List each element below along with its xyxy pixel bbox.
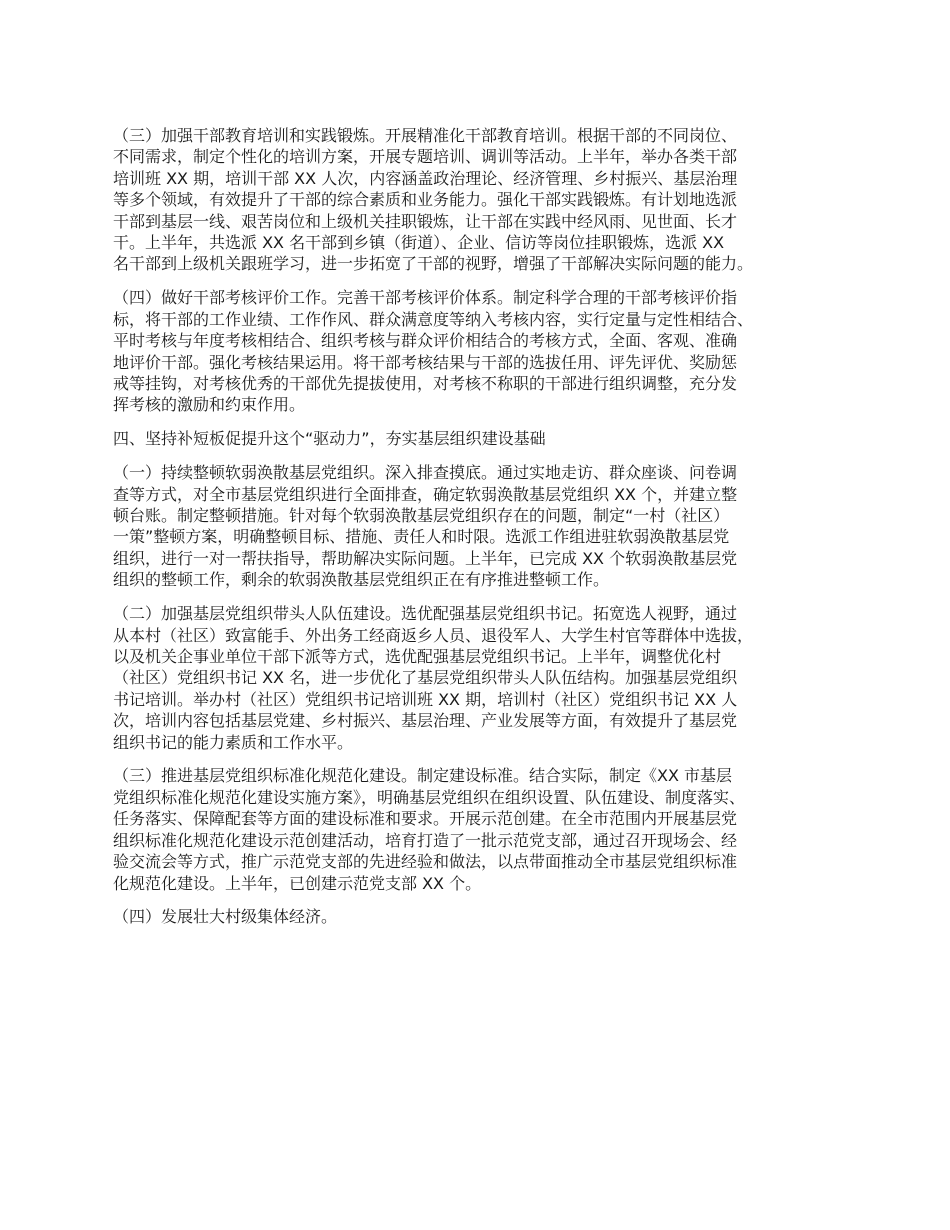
text-line: 戒等挂钩，对考核优秀的干部优先提拔使用，对考核不称职的干部进行组织调整，充分发 [113,373,738,393]
paragraph-leader-team [113,603,855,753]
text-line: （一）持续整顿软弱涣散基层党组织。深入排查摸底。通过实地走访、群众座谈、问卷调 [113,463,738,483]
text-line: 名干部到上级机关跟班学习，进一步拓宽了干部的视野，增强了干部解决实际问题的能力。 [113,254,754,274]
text-line: 干部到基层一线、艰苦岗位和上级机关挂职锻炼，让干部在实践中经风雨、见世面、长才 [113,211,738,231]
text-line: 查等方式，对全市基层党组织进行全面排查，确定软弱涣散基层党组织 XX 个，并建立整 [113,484,738,504]
text-line: 地评价干部。强化考核结果运用。将干部考核结果与干部的选拔任用、评先评优、奖励惩 [113,352,738,372]
text-line: 书记培训。举办村（社区）党组织书记培训班 XX 期，培训村（社区）党组织书记 XX 人 [113,689,738,709]
text-line: （四）做好干部考核评价工作。完善干部考核评价体系。制定科学合理的干部考核评价指 [113,288,738,308]
text-line: 标，将干部的工作业绩、工作作风、群众满意度等纳入考核内容，实行定量与定性相结合、 [113,309,754,329]
text-line: 组织的整顿工作，剩余的软弱涣散基层党组织正在有序推进整顿工作。 [113,570,610,590]
text-line: 党组织标准化规范化建设实施方案》，明确基层党组织在组织设置、队伍建设、制度落实、 [113,787,746,807]
paragraph-rectify-party-orgs [113,462,855,590]
section-heading-four [113,428,855,449]
text-line: 次，培训内容包括基层党建、乡村振兴、基层治理、产业发展等方面，有效提升了基层党 [113,711,738,731]
paragraph-cadre-evaluation [113,287,855,415]
text-line: 验交流会等方式，推广示范党支部的先进经验和做法，以点带面推动全市基层党组织标准 [113,852,738,872]
text-line: 组织书记的能力素质和工作水平。 [113,732,354,752]
text-line: （社区）党组织书记 XX 名，进一步优化了基层党组织带头人队伍结构。加强基层党组织 [113,668,738,688]
text-line: 从本村（社区）致富能手、外出务工经商返乡人员、退役军人、大学生村官等群体中选拔， [113,625,754,645]
text-line: 干。上半年，共选派 XX 名干部到乡镇（街道）、企业、信访等岗位挂职锻炼，选派 XX [113,233,725,253]
text-line: 等多个领域，有效提升了干部的综合素质和业务能力。强化干部实践锻炼。有计划地选派 [113,190,738,210]
paragraph-cadre-training [113,125,855,275]
text-line: （二）加强基层党组织带头人队伍建设。选优配强基层党组织书记。拓宽选人视野，通过 [113,604,738,624]
paragraph-standardization [113,765,855,893]
text-line: （四）发展壮大村级集体经济。 [113,907,338,927]
text-line: （三）推进基层党组织标准化规范化建设。制定建设标准。结合实际，制定《XX 市基层 [113,766,733,786]
text-line: （三）加强干部教育培训和实践锻炼。开展精准化干部教育培训。根据干部的不同岗位、 [113,126,738,145]
text-line: 任务落实、保障配套等方面的建设标准和要求。开展示范创建。在全市范围内开展基层党 [113,809,738,829]
text-line: 以及机关企事业单位干部下派等方式，选优配强基层党组织书记。上半年，调整优化村 [113,646,722,666]
text-line: 培训班 XX 期，培训干部 XX 人次，内容涵盖政治理论、经济管理、乡村振兴、基层治理 [113,168,738,188]
text-line: 挥考核的激励和约束作用。 [113,395,306,415]
text-line: 平时考核与年度考核相结合、组织考核与群众评价相结合的考核方式，全面、客观、准确 [113,331,738,351]
text-line: 化规范化建设。上半年，已创建示范党支部 XX 个。 [113,873,482,893]
text-line: 顿台账。制定整顿措施。针对每个软弱涣散基层党组织存在的问题，制定“一村（社区） [113,506,730,525]
text-line: 一策”整顿方案，明确整顿目标、措施、责任人和时限。选派工作组进驻软弱涣散基层党 [113,527,730,547]
document-body [113,125,855,940]
text-line: 组织，进行一对一帮扶指导，帮助解决实际问题。上半年，已完成 XX 个软弱涣散基层党 [113,548,738,568]
text-line: 组织标准化规范化建设示范创建活动，培育打造了一批示范党支部，通过召开现场会、经 [113,830,738,850]
section-heading-text: 四、坚持补短板促提升这个“驱动力”，夯实基层组织建设基础 [113,429,546,449]
paragraph-collective-economy [113,906,855,927]
text-line: 不同需求，制定个性化的培训方案，开展专题培训、调训等活动。上半年，举办各类干部 [113,147,738,167]
